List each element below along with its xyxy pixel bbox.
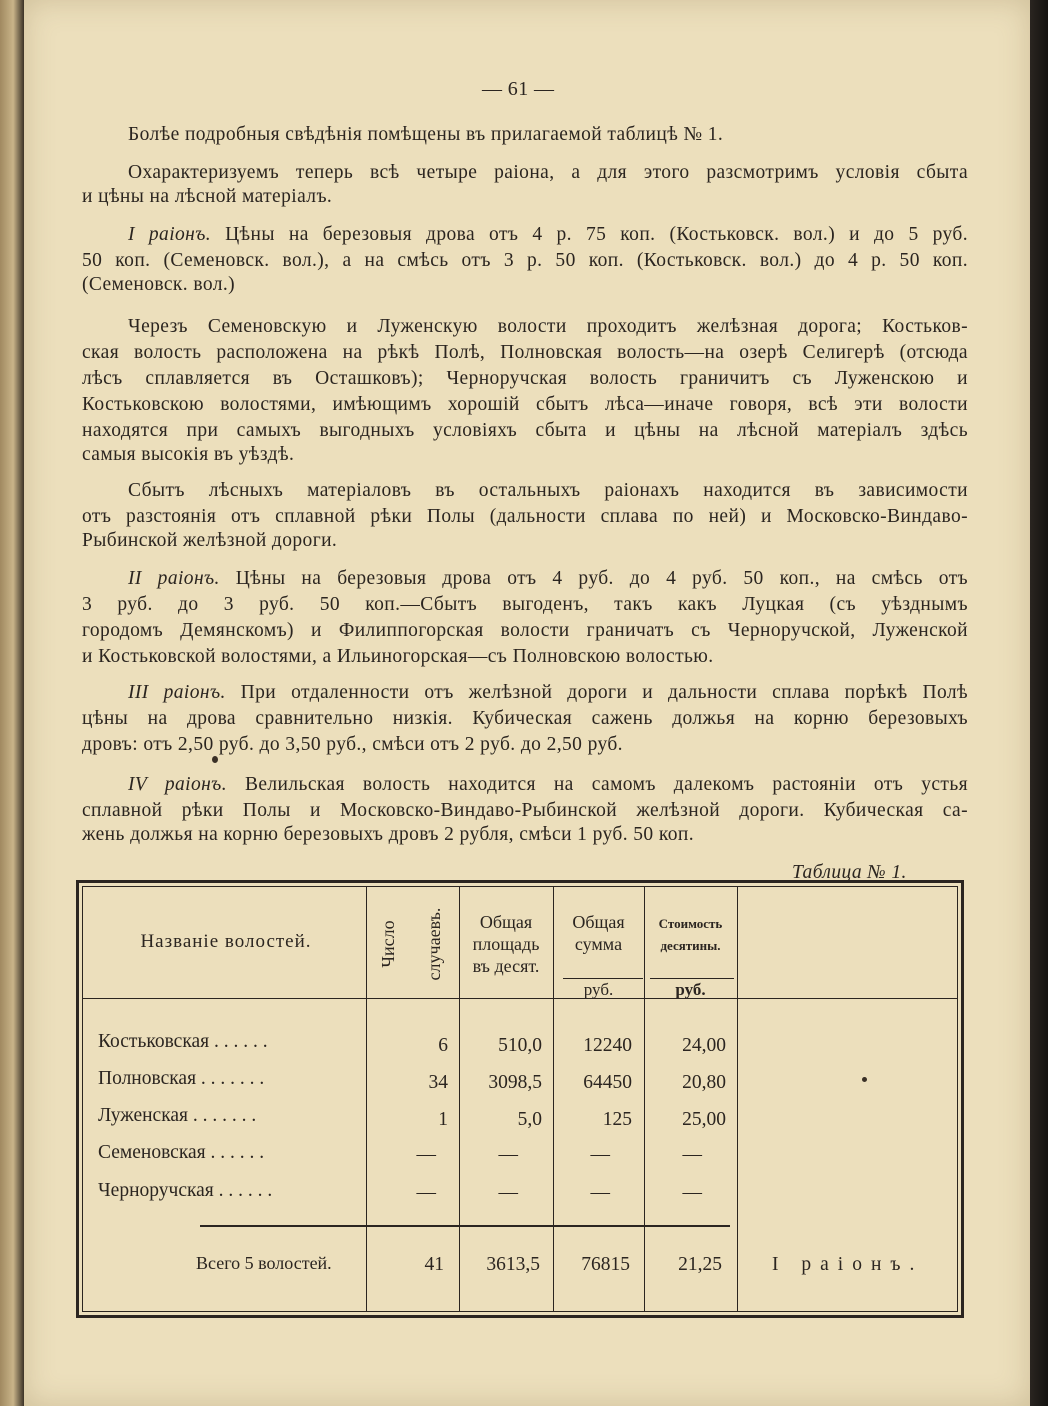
row-cost: 25,00 bbox=[682, 1109, 726, 1130]
paragraph-line: III раіонъ. При отдаленности отъ желѣзной дороги и дальности сплава порѣкѣ Полѣ bbox=[128, 682, 968, 703]
row-name: Костьковская . . . . . . bbox=[98, 1031, 268, 1052]
column-divider bbox=[366, 886, 367, 1312]
ink-speck bbox=[862, 1077, 867, 1082]
row-area: 510,0 bbox=[498, 1035, 542, 1056]
header-area-line1: Общая bbox=[479, 912, 533, 932]
header-cost-line1: Стоимость bbox=[658, 916, 723, 931]
paragraph-line: цѣны на дрова сравнительно низкія. Кубическая сажень должья на корню березовыхъ bbox=[82, 708, 968, 729]
paragraph-line: лѣсъ сплавляется въ Осташковъ); Черноручская волость граничитъ съ Луженскою и bbox=[82, 368, 968, 389]
page-number: — 61 — bbox=[482, 78, 555, 100]
row-area: — bbox=[498, 1144, 518, 1165]
header-sum-line1: Общая bbox=[572, 912, 625, 932]
row-cases: 6 bbox=[438, 1035, 448, 1056]
paragraph-line: (Семеновск. вол.) bbox=[82, 274, 236, 295]
paragraph-line: и цѣны на лѣсной матеріалъ. bbox=[82, 186, 333, 207]
book-spine-left bbox=[0, 0, 24, 1406]
table-caption: Таблица № 1. bbox=[792, 862, 907, 883]
row-name: Семеновская . . . . . . bbox=[98, 1142, 265, 1163]
district-lead: I раіонъ. bbox=[128, 224, 212, 245]
row-cost: — bbox=[682, 1144, 702, 1165]
column-divider bbox=[737, 886, 738, 1312]
district-lead: III раіонъ. bbox=[128, 682, 226, 703]
row-sum: 64450 bbox=[583, 1072, 632, 1093]
paragraph-line: 50 коп. (Семеновск. вол.), а на смѣсь отъ 3 р. 50 коп. (Костьковск. вол.) до 4 р. 50 коп. bbox=[82, 250, 968, 271]
row-cases: — bbox=[416, 1144, 436, 1165]
header-divider bbox=[82, 998, 958, 999]
row-cases: 34 bbox=[428, 1072, 448, 1093]
row-cost: 20,80 bbox=[682, 1072, 726, 1093]
total-sum: 76815 bbox=[581, 1254, 630, 1275]
paragraph-line: находятся при самыхъ выгодныхъ условіяхъ сбыта и цѣны на лѣсной матеріалъ здѣсь bbox=[82, 420, 968, 441]
row-cases: 1 bbox=[438, 1109, 448, 1130]
header-area-line3: въ десят. bbox=[472, 956, 540, 976]
header-name: Названіе волостей. bbox=[140, 931, 312, 952]
row-sum: — bbox=[590, 1182, 610, 1203]
row-sum: 12240 bbox=[583, 1035, 632, 1056]
total-cases: 41 bbox=[424, 1254, 444, 1275]
paragraph-line: Болѣе подробныя свѣдѣнія помѣщены въ прилагаемой таблицѣ № 1. bbox=[128, 124, 724, 145]
header-cases-line1: Число bbox=[378, 920, 398, 968]
total-area: 3613,5 bbox=[486, 1254, 540, 1275]
paragraph-line: Охарактеризуемъ теперь всѣ четыре раіона, а для этого разсмотримъ условія сбыта bbox=[128, 162, 968, 183]
paragraph-line: и Костьковской волостями, а Ильиногорская—съ Полновскою волостью. bbox=[82, 646, 714, 667]
row-cost: 24,00 bbox=[682, 1035, 726, 1056]
paragraph-line: I раіонъ. Цѣны на березовыя дрова отъ 4 р. 75 коп. (Костьковск. вол.) и до 5 руб. bbox=[128, 224, 968, 245]
paragraph-line: Сбытъ лѣсныхъ матеріаловъ въ остальныхъ раіонахъ находится въ зависимости bbox=[128, 480, 968, 501]
district-lead: II раіонъ. bbox=[128, 568, 220, 589]
header-cost-line2: десятины. bbox=[660, 938, 721, 953]
total-district: I раіонъ. bbox=[772, 1254, 924, 1275]
total-rule bbox=[200, 1225, 730, 1227]
row-area: — bbox=[498, 1182, 518, 1203]
header-area-line2: площадь bbox=[472, 934, 540, 954]
paragraph-line: отъ разстоянія отъ сплавной рѣки Полы (дальности сплава по ней) и Московско-Виндаво- bbox=[82, 506, 968, 527]
row-area: 5,0 bbox=[517, 1109, 542, 1130]
row-name: Луженская . . . . . . . bbox=[98, 1105, 257, 1126]
paragraph-line: Костьковскою волостями, имѣющимъ хорошій сбытъ лѣса—иначе говоря, всѣ эти волости bbox=[82, 394, 968, 415]
row-name: Полновская . . . . . . . bbox=[98, 1068, 265, 1089]
row-cost: — bbox=[682, 1182, 702, 1203]
header-sum-line2: сумма bbox=[574, 934, 623, 954]
row-cases: — bbox=[416, 1182, 436, 1203]
header-sum-unit: руб. bbox=[583, 980, 614, 999]
row-sum: — bbox=[590, 1144, 610, 1165]
paragraph-line: самыя высокія въ уѣздѣ. bbox=[82, 444, 295, 465]
paragraph-line: ская волость расположена на рѣкѣ Полѣ, Полновская волость—на озерѣ Селигерѣ (отсюда bbox=[82, 342, 968, 363]
district-lead: IV раіонъ. bbox=[128, 774, 227, 795]
total-name: Всего 5 волостей. bbox=[196, 1253, 332, 1273]
header-cost-unit: руб. bbox=[675, 980, 706, 999]
row-name: Черноручская . . . . . . bbox=[98, 1180, 273, 1201]
paragraph-line: II раіонъ. Цѣны на березовыя дрова отъ 4 руб. до 4 руб. 50 коп., на смѣсь отъ bbox=[128, 568, 969, 589]
paragraph-line: сплавной рѣки Полы и Московско-Виндаво-Рыбинской желѣзной дороги. Кубическая са- bbox=[82, 800, 968, 821]
paragraph-line: городомъ Демянскомъ) и Филиппогорская волости граничатъ съ Черноручской, Луженской bbox=[82, 620, 968, 641]
paragraph-line: Черезъ Семеновскую и Луженскую волости проходитъ желѣзная дорога; Костьков- bbox=[128, 316, 968, 337]
book-page-edge bbox=[1030, 0, 1048, 1406]
total-cost: 21,25 bbox=[678, 1254, 722, 1275]
paragraph-line: IV раіонъ. Велильская волость находится на самомъ далекомъ растояніи отъ устья bbox=[128, 774, 969, 795]
paragraph-line: жень должья на корню березовыхъ дровъ 2 рубля, смѣси 1 руб. 50 коп. bbox=[82, 824, 694, 845]
header-cases-line2: случаевъ. bbox=[424, 907, 444, 981]
paragraph-line: Рыбинской желѣзной дороги. bbox=[82, 530, 338, 551]
paragraph-line: 3 руб. до 3 руб. 50 коп.—Сбытъ выгоденъ, такъ какъ Луцкая (съ уѣзднымъ bbox=[82, 594, 968, 615]
ink-speck bbox=[212, 756, 218, 763]
row-sum: 125 bbox=[602, 1109, 632, 1130]
row-area: 3098,5 bbox=[488, 1072, 542, 1093]
paragraph-line: дровъ: отъ 2,50 руб. до 3,50 руб., смѣси отъ 2 руб. до 2,50 руб. bbox=[82, 734, 623, 755]
